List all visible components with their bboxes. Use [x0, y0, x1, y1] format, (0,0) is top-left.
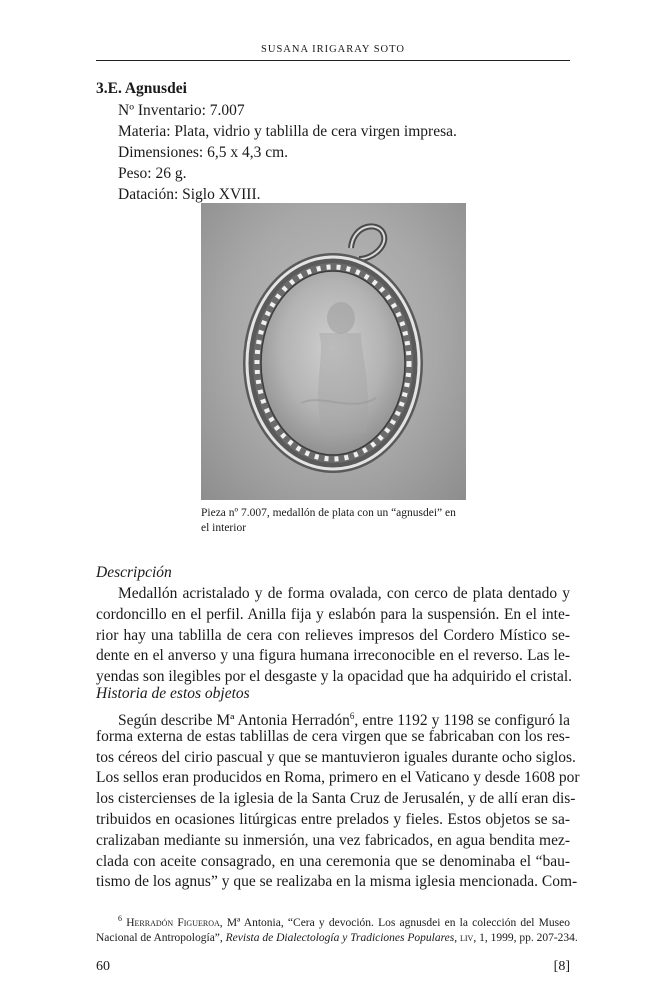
entry-metadata: [118, 100, 457, 205]
entry-title: 3.E. Agnusdei: [96, 80, 187, 97]
bracket-page-number: [8]: [553, 959, 570, 974]
datacion-suffix: .: [256, 186, 261, 203]
page-number: 60: [96, 959, 110, 974]
text-line: tribuidos en ocasiones litúrgicas entre prelados y fieles. Estos objetos se sa-: [96, 810, 570, 828]
text-line: [96, 706, 570, 730]
dimensiones-line: Dimensiones: 6,5 x 4,3 cm.: [118, 144, 289, 161]
text-line: forma externa de estas tablillas de cera virgen que se fabricaban con los res-: [96, 727, 570, 745]
descripcion-heading: Descripción: [96, 564, 172, 581]
footnote-volume: liv: [460, 931, 474, 944]
footnote-text: Nacional de Antropología”,: [96, 931, 226, 944]
text-run: Según describe Mª Antonia Herradón: [118, 712, 350, 730]
footnote-author: Herradón Figueroa: [126, 916, 220, 929]
datacion-prefix: Datación: Siglo: [118, 186, 219, 203]
header-rule: [96, 60, 570, 61]
text-line: rior hay una tablilla de cera con relieves impresos del Cordero Místico se-: [96, 626, 570, 644]
footnote-journal: Revista de Dialectología y Tradiciones Populares: [225, 931, 455, 944]
footnote-text: , Mª Antonia, “Cera y devoción. Los agnusdei en la colección del Museo: [219, 916, 570, 929]
descripcion-paragraph: [96, 584, 573, 688]
caption-line-1: Pieza nº 7.007, medallón de plata con un “agnusdei” en: [201, 507, 456, 519]
text-line: tismo de los agnus” y que se realizaba en la misma iglesia mencionada. Com-: [96, 873, 578, 891]
footnote-line-2: [96, 931, 578, 946]
footnote-text: , 1, 1999, pp. 207-234.: [473, 931, 578, 944]
caption-line-2: el interior: [201, 522, 247, 534]
text-line: clada con aceite consagrado, en una ceremonia que se denominaba el “bau-: [96, 852, 570, 870]
text-line: los cistercienses de la iglesia de la Santa Cruz de Jerusalén, y de allí eran dis-: [96, 790, 576, 808]
text-line: cordoncillo en el perfil. Anilla fija y eslabón para la suspensión. En el inte-: [96, 605, 570, 623]
text-line: Los sellos eran producidos en Roma, primero en el Vaticano y desde 1608 por: [96, 769, 580, 787]
text-line: yendas son ilegibles por el desgaste y la opacidad que ha adquirido el cristal.: [96, 668, 573, 686]
text-line: dente en el anverso y una figura humana irreconocible en el reverso. Las le-: [96, 647, 570, 665]
footnote-text: ,: [454, 931, 460, 944]
peso-line: Peso: 26 g.: [118, 165, 187, 182]
footnote-line-1: [96, 911, 570, 931]
materia-line: Materia: Plata, vidrio y tablilla de cera virgen impresa.: [118, 123, 457, 140]
inventory-line: Nº Inventario: 7.007: [118, 102, 245, 119]
historia-paragraph: [96, 706, 580, 893]
text-run: , entre 1192 y 1198 se configuró la: [354, 712, 570, 730]
datacion-line: [118, 184, 457, 205]
text-line: cralizaban mediante su inmersión, una vez fabricados, en agua bendita mez-: [96, 831, 570, 849]
footnote-ref: 6: [349, 711, 355, 721]
figure-caption: [201, 506, 471, 536]
footnote-number: 6: [118, 914, 122, 923]
text-line: tos céreos del cirio pascual y que se mantuvieron iguales durante ocho siglos.: [96, 748, 576, 766]
historia-heading: Historia de estos objetos: [96, 685, 250, 702]
medallion-photo: [201, 203, 466, 500]
datacion-century: XVIII: [218, 186, 257, 203]
text-line: Medallón acristalado y de forma ovalada, con cerco de plata dentado y: [118, 585, 570, 602]
running-head: SUSANA IRIGARAY SOTO: [261, 44, 405, 55]
footnote: [96, 911, 578, 946]
